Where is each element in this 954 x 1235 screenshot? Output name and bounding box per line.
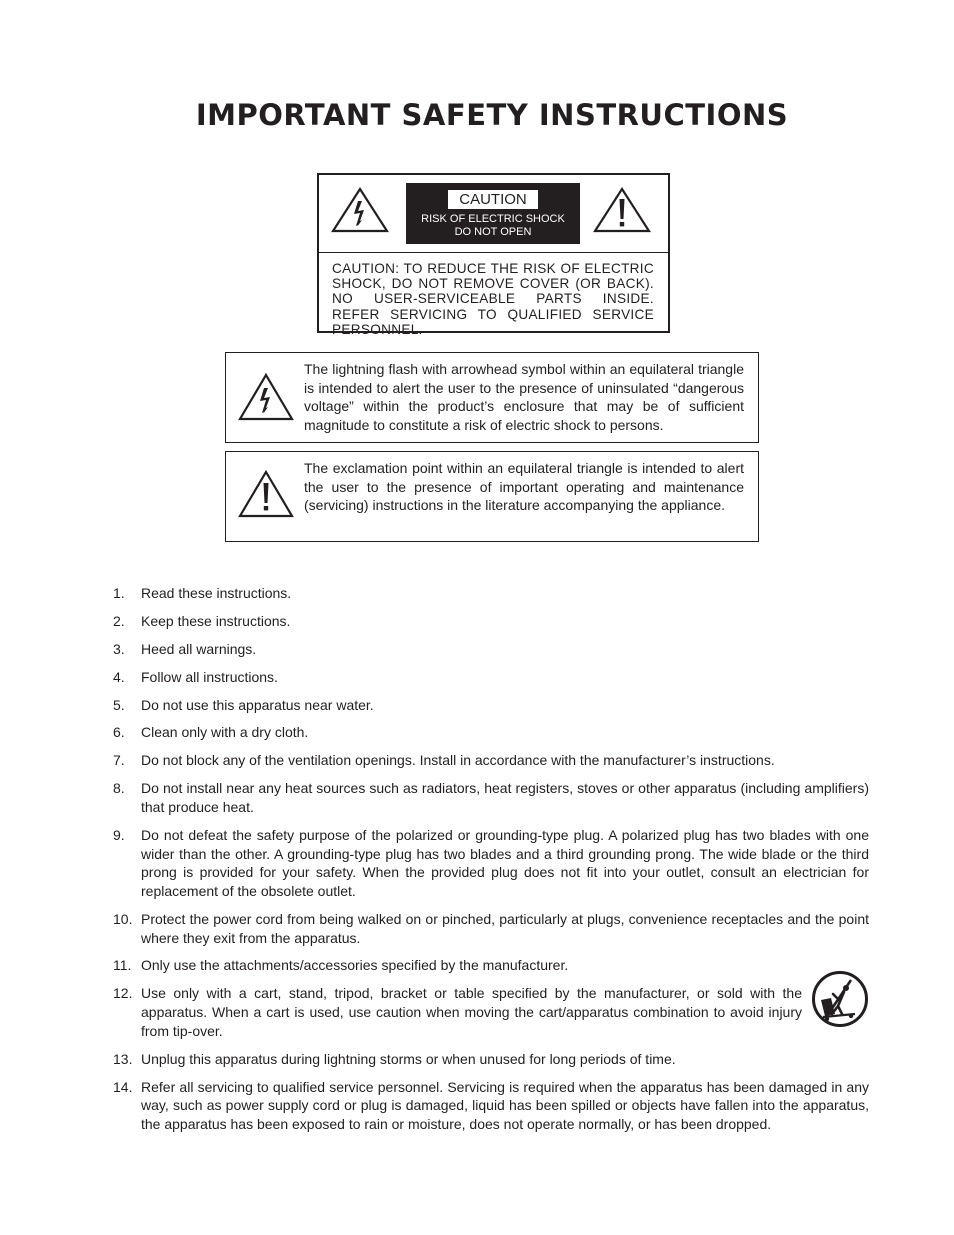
list-item: 4. Follow all instructions. bbox=[113, 668, 278, 685]
exclamation-triangle-icon bbox=[238, 470, 294, 523]
list-item: 8. Do not install near any heat sources such as radiators, heat registers, stoves or other apparatus (including amplifiers) that produce heat. bbox=[113, 780, 869, 815]
cart-tip-over-warning-icon bbox=[811, 970, 869, 1033]
caution-label: CAUTION bbox=[448, 190, 538, 209]
caution-label-panel bbox=[406, 183, 580, 244]
list-item: 10. Protect the power cord from being walked on or pinched, particularly at plugs, convenience receptacles and the point where they exit from the apparatus. bbox=[113, 910, 869, 946]
caution-box bbox=[317, 173, 670, 337]
list-item: 11. Only use the attachments/accessories specified by the manufacturer. bbox=[113, 957, 569, 974]
lightning-symbol-text: The lightning flash with arrowhead symbol within an equilateral triangle is intended to alert the user to the presence of uninsulated “dangerous voltage” within the product’s enclosure that may be of sufficient magnitude to constitute a risk of electric shock to persons. bbox=[304, 361, 744, 434]
lightning-triangle-icon bbox=[331, 187, 389, 238]
caution-header bbox=[319, 175, 668, 253]
list-item: 13. Unplug this apparatus during lightning storms or when unused for long periods of time. bbox=[113, 1050, 676, 1067]
list-item: 2. Keep these instructions. bbox=[113, 612, 291, 629]
list-item: 14. Refer all servicing to qualified service personnel. Servicing is required when the apparatus has been damaged in any way, such as power supply cord or plug is damaged, liquid has been spilled or objects have fallen into the apparatus, the apparatus has been exposed to rain or moisture, does not operate normally, or has been dropped. bbox=[113, 1078, 869, 1132]
exclamation-symbol-text: The exclamation point within an equilateral triangle is intended to alert the user to the presence of important operating and maintenance (servicing) instructions in the literature accompanying the appliance. bbox=[304, 460, 744, 514]
list-item: 7. Do not block any of the ventilation openings. Install in accordance with the manufacturer’s instructions. bbox=[113, 752, 775, 769]
list-item: 12. Use only with a cart, stand, tripod, bracket or table specified by the manufacturer, or sold with the apparatus. When a cart is used, use caution when moving the cart/apparatus combination to avoid injury from tip-over. bbox=[113, 984, 869, 1040]
exclamation-triangle-icon bbox=[593, 187, 651, 238]
list-item: 6. Clean only with a dry cloth. bbox=[113, 724, 309, 741]
list-item: 5. Do not use this apparatus near water. bbox=[113, 696, 374, 713]
risk-line-2: DO NOT OPEN bbox=[454, 226, 532, 238]
lightning-triangle-icon bbox=[238, 373, 294, 426]
risk-text bbox=[406, 213, 580, 239]
caution-body-text: CAUTION: TO REDUCE THE RISK OF ELECTRIC SHOCK, DO NOT REMOVE COVER (OR BACK). NO USER-SERVICEABLE PARTS INSIDE. REFER SERVICING TO QUALIFIED SERVICE PERSONNEL. bbox=[332, 261, 654, 337]
list-item: 9. Do not defeat the safety purpose of the polarized or grounding-type plug. A polarized plug has two blades with one wider than the other. A grounding-type plug has two blades and a third grounding prong. The wide blade or the third prong is provided for your safety. When the provided plug does not fit into your outlet, consult an electrician for replacement of the obsolete outlet. bbox=[113, 826, 869, 899]
lightning-symbol-explanation bbox=[225, 352, 759, 443]
risk-line-1: RISK OF ELECTRIC SHOCK bbox=[421, 213, 565, 225]
page-title: IMPORTANT SAFETY INSTRUCTIONS bbox=[195, 98, 789, 132]
instructions-list bbox=[113, 584, 869, 1143]
list-item: 3. Heed all warnings. bbox=[113, 640, 257, 657]
list-item: 1. Read these instructions. bbox=[113, 585, 292, 601]
exclamation-symbol-explanation bbox=[225, 451, 759, 542]
